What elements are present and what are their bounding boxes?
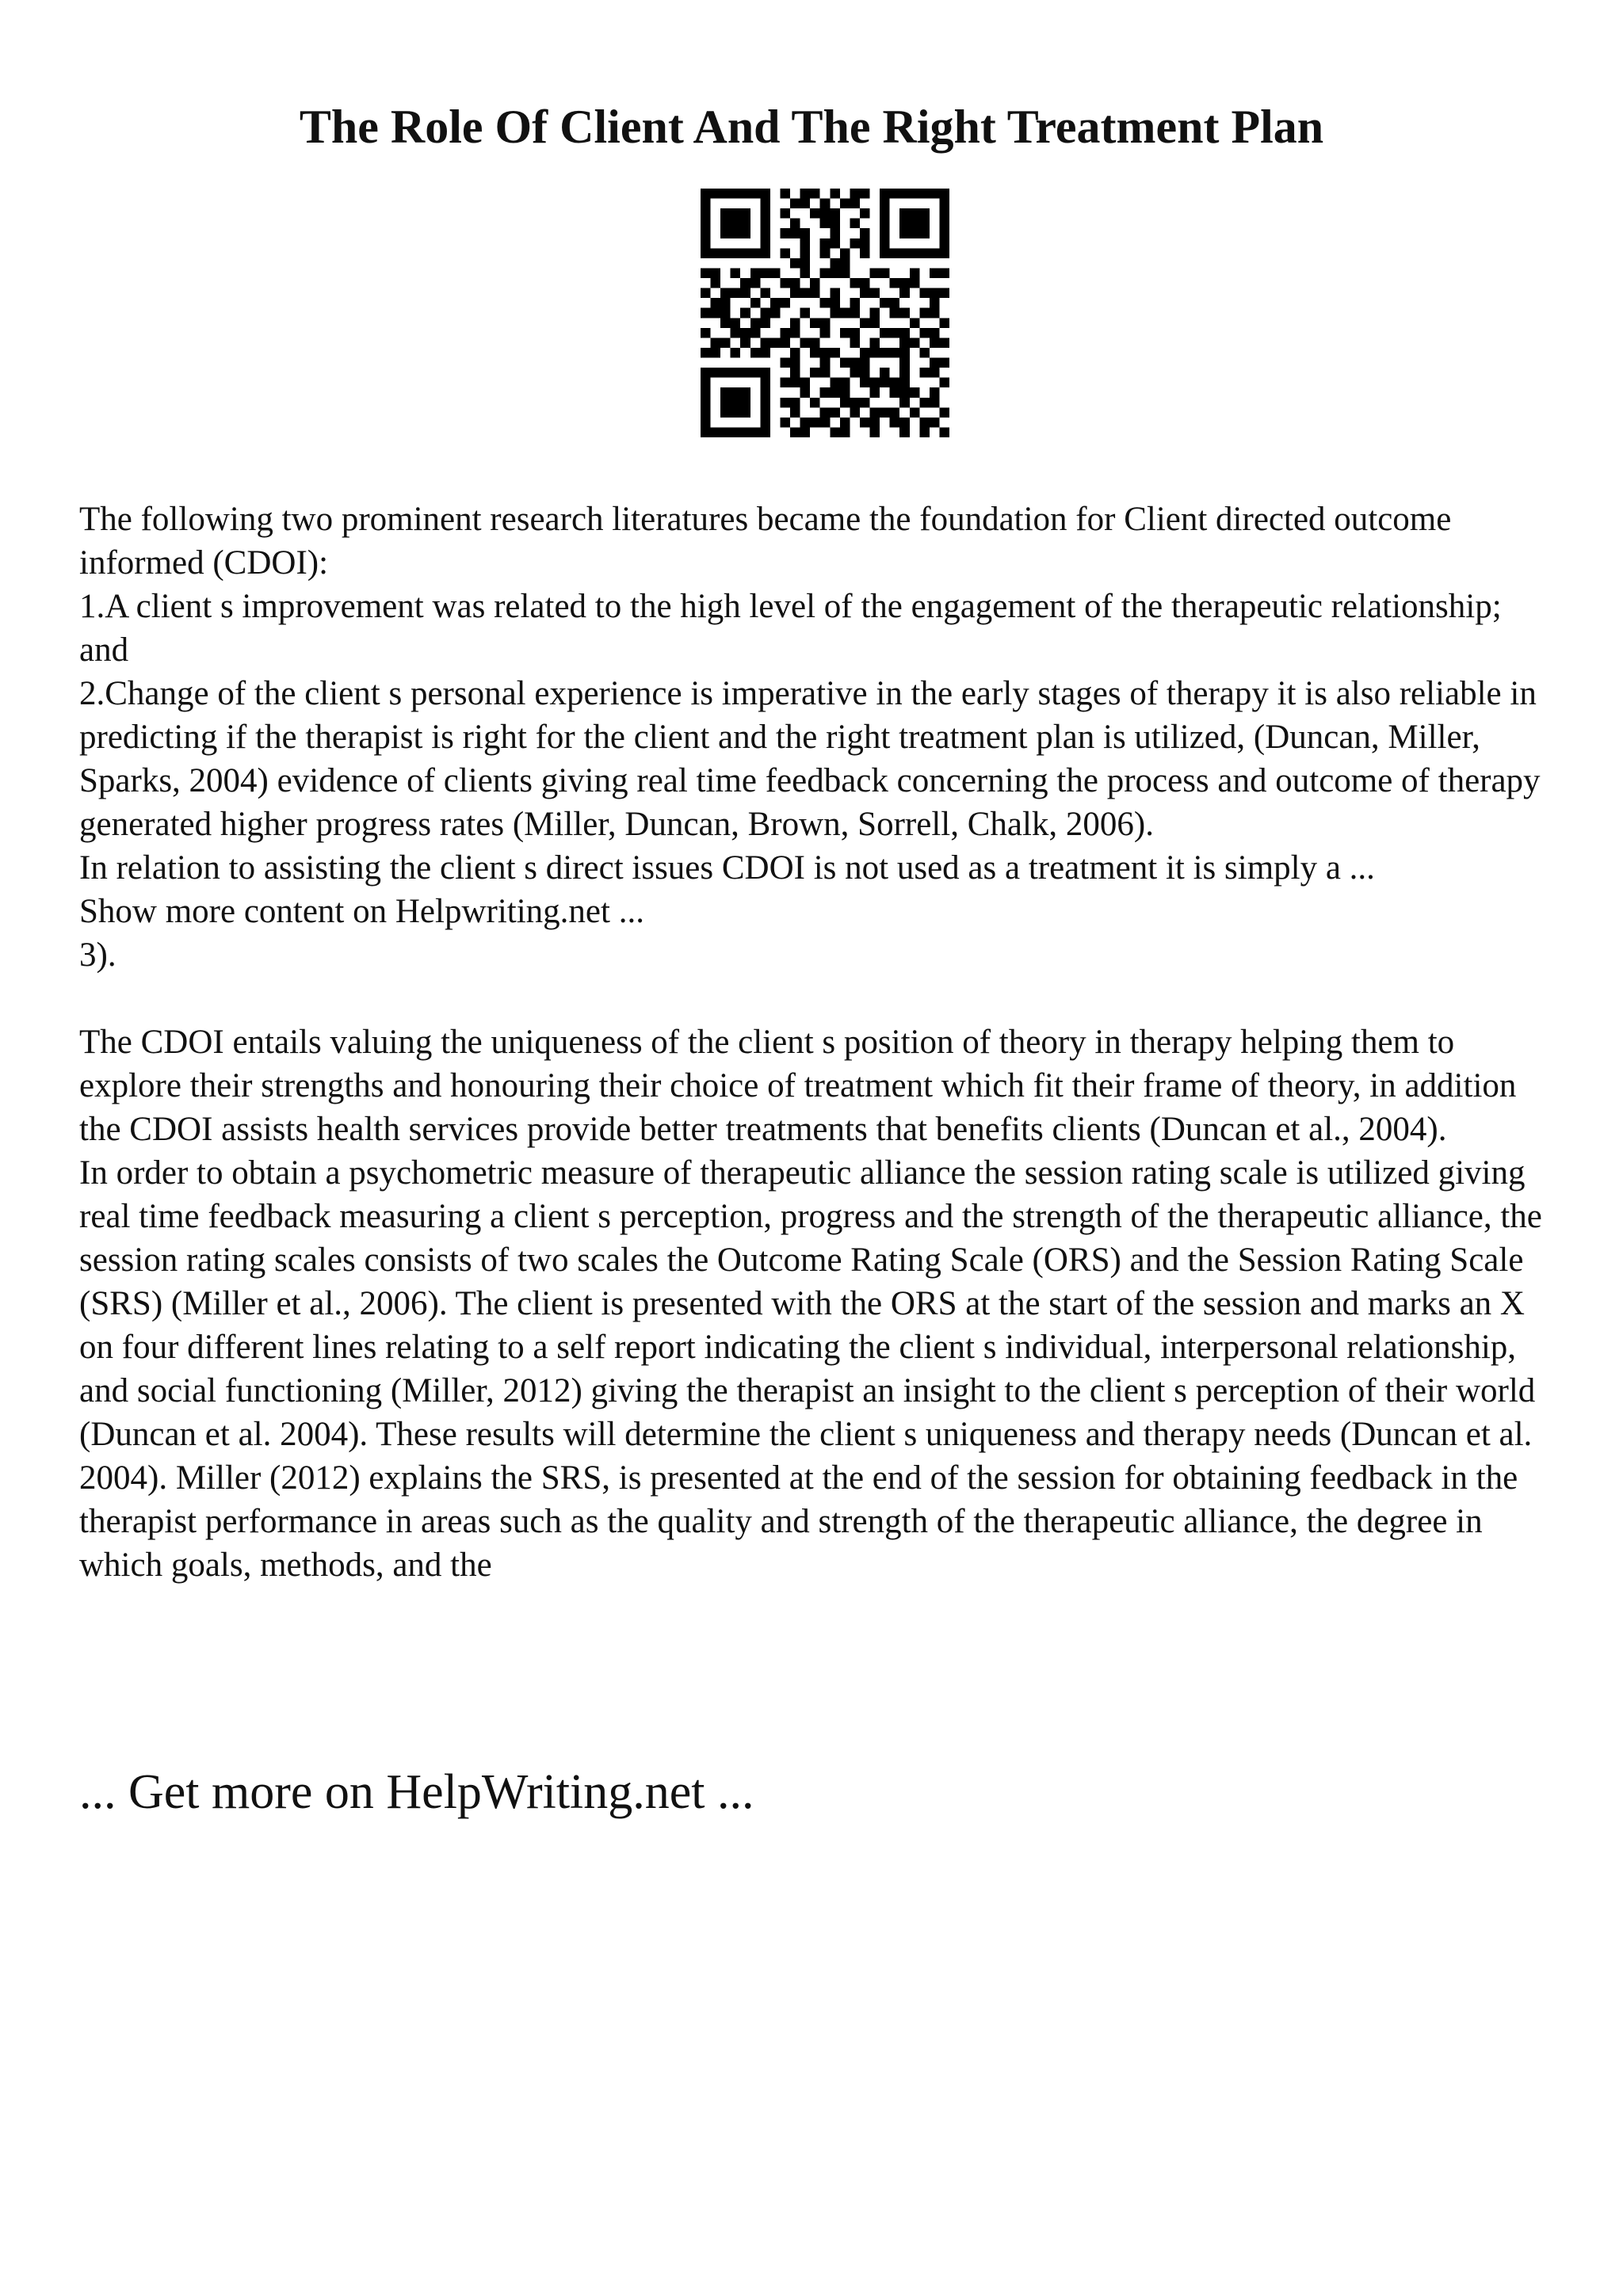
qr-code-icon (701, 189, 949, 437)
point-two-paragraph: 2.Change of the client s personal experience is imperative in the early stages of therapy it is also reliable in predicting if the therapist is right for the client and the right treatment plan is utilized, (Duncan, Miller, Sparks, 2004) evidence of clients giving real time feedback concerning the process and outcome of therapy generated higher progress rates (Miller, Duncan, Brown, Sorrell, Chalk, 2006). (79, 675, 1541, 843)
document-body (79, 498, 1553, 1587)
get-more-link[interactable]: ... Get more on HelpWriting.net ... (79, 1765, 754, 1819)
point-one-paragraph: 1.A client s improvement was related to the high level of the engagement of the therapeutic relationship; and (79, 588, 1502, 669)
rating-scale-paragraph: In order to obtain a psychometric measure of therapeutic alliance the session rating scale is utilized giving real time feedback measuring a client s perception, progress and the strength of the therapeutic alliance, the session rating scales consists of two scales the Outcome Rating Scale (ORS) and the Session Rating Scale (SRS) (Miller et al., 2006). The client is presented with the ORS at the start of the session and marks an X on four different lines relating to a self report indicating the client s individual, interpersonal relationship, and social functioning (Miller, 2012) giving the therapist an insight to the client s perception of their world (Duncan et al. 2004). These results will determine the client s uniqueness and therapy needs (Duncan et al. 2004). Miller (2012) explains the SRS, is presented at the end of the session for obtaining feedback in the therapist performance in areas such as the quality and strength of the therapeutic alliance, the degree in which goals, methods, and the (79, 1154, 1542, 1584)
cdoi-uniqueness-paragraph: The CDOI entails valuing the uniqueness of the client s position of theory in therapy helping them to explore their strengths and honouring their choice of treatment which fit their frame of theory, in addition the CDOI assists health services provide better treatments that benefits clients (Duncan et al., 2004). (79, 1024, 1517, 1148)
show-more-link[interactable]: Show more content on Helpwriting.net ... (79, 893, 644, 930)
fragment-paragraph: 3). (79, 936, 116, 974)
cdoi-relation-paragraph: In relation to assisting the client s direct issues CDOI is not used as a treatment it is simply a ... (79, 849, 1375, 887)
paragraph-gap (79, 977, 1553, 1020)
intro-paragraph: The following two prominent research literatures became the foundation for Client directed outcome informed (CDOI): (79, 501, 1452, 582)
page-title: The Role Of Client And The Right Treatment Plan (299, 101, 1324, 153)
